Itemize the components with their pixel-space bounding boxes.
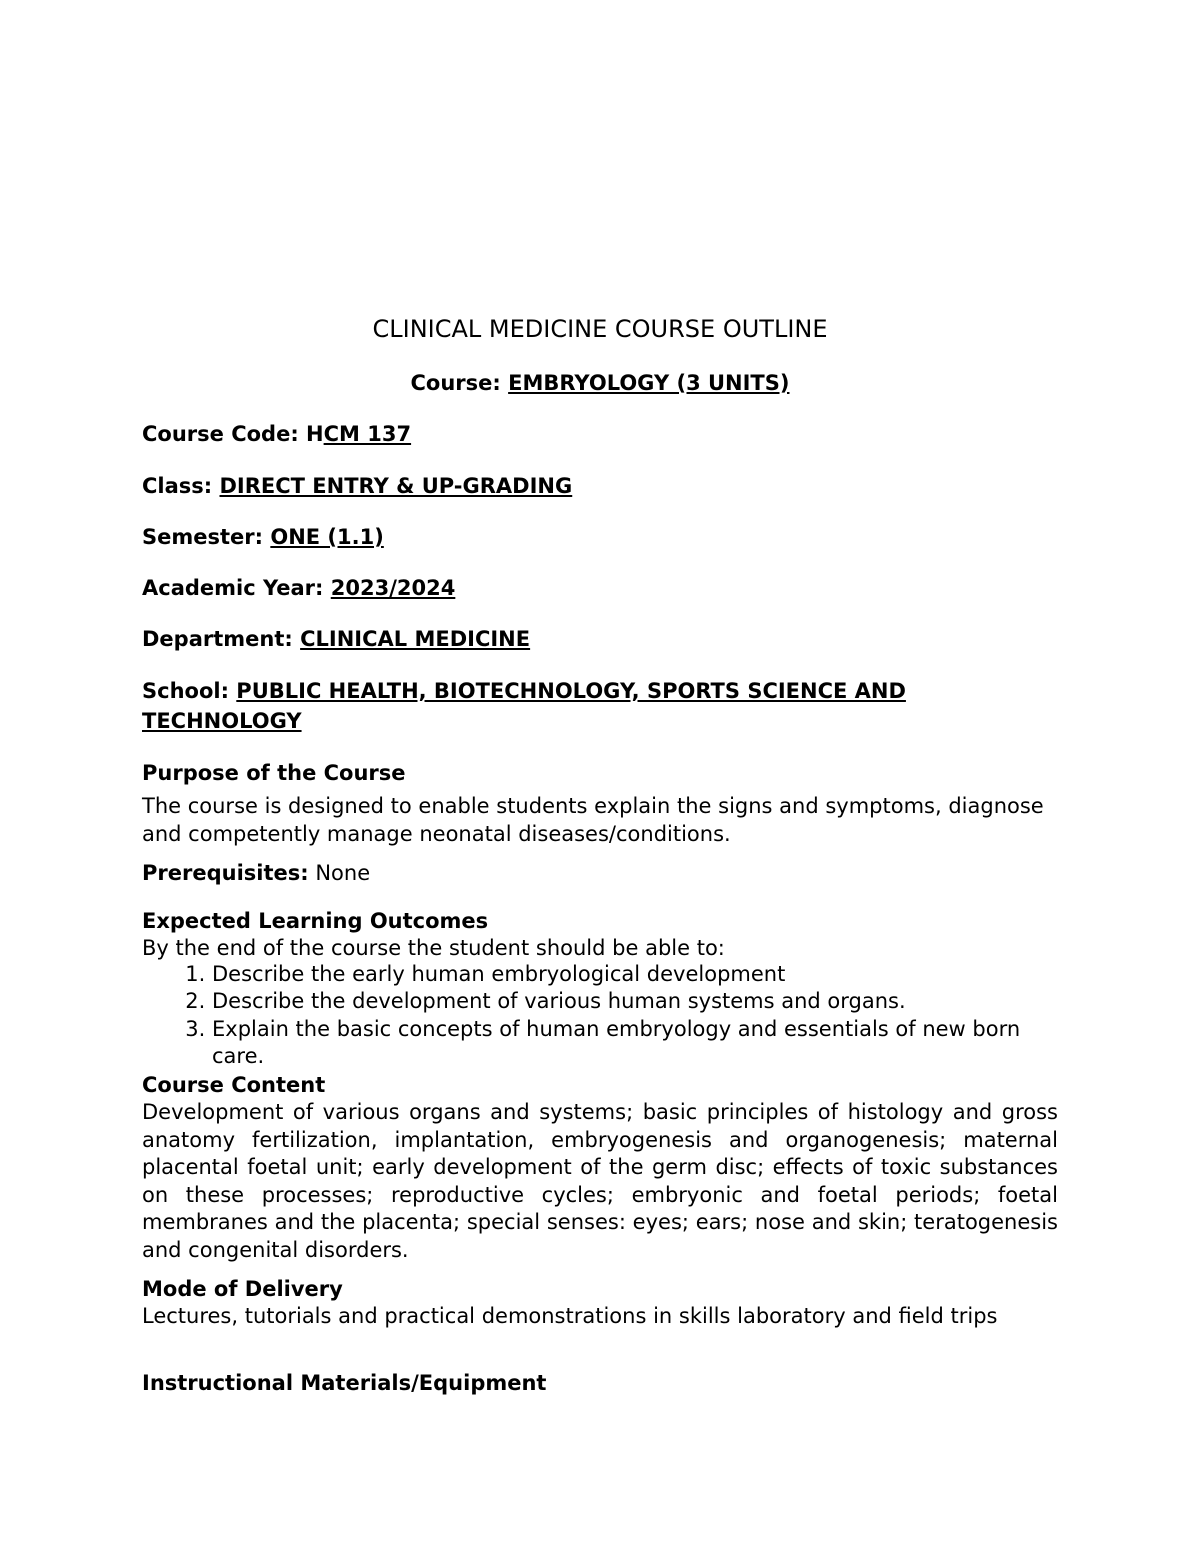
course-code-value: CM 137: [323, 422, 412, 446]
semester-field: [142, 522, 1058, 552]
list-item: 3. Explain the basic concepts of human embryology and essentials of new born care.: [212, 1016, 1058, 1071]
semester-label: Semester:: [142, 525, 271, 549]
department-field: [142, 624, 1058, 654]
course-label: Course:: [410, 371, 509, 395]
department-value: CLINICAL MEDICINE: [300, 627, 531, 651]
outcomes-heading: Expected Learning Outcomes: [142, 909, 489, 933]
list-item: 2. Describe the development of various human systems and organs.: [212, 988, 1058, 1015]
course-field: [142, 368, 1058, 398]
semester-value: ONE (1.1): [270, 525, 384, 549]
prerequisites-field: [142, 859, 1058, 887]
academic-year-field: [142, 573, 1058, 603]
course-value: EMBRYOLOGY (3 UNITS): [508, 371, 790, 395]
school-field: [142, 676, 1032, 736]
school-label: School:: [142, 679, 237, 703]
purpose-heading: Purpose of the Course: [142, 761, 406, 785]
course-code-prefix: H: [306, 422, 324, 446]
content-text: Development of various organs and systems; basic principles of histology and gross anatomy fertilization, implantation, embryogenesis and organogenesis; maternal placental foetal unit; early development of the germ disc; effects of toxic substances on these processes; reproductive cycles; embryonic and foetal periods; foetal membranes and the placenta; special senses: eyes; ears; nose and skin; teratogenesis and congenital disorders.: [142, 1100, 1058, 1262]
prerequisites-value: None: [308, 861, 371, 885]
content-heading: Course Content: [142, 1073, 326, 1097]
department-label: Department:: [142, 627, 301, 651]
class-label: Class:: [142, 474, 220, 498]
class-value: DIRECT ENTRY & UP-GRADING: [219, 474, 573, 498]
outcomes-intro: By the end of the course the student should be able to:: [142, 936, 725, 960]
prerequisites-label: Prerequisites:: [142, 861, 309, 885]
page-title: CLINICAL MEDICINE COURSE OUTLINE: [372, 315, 828, 343]
outcomes-list: [142, 961, 1058, 1070]
class-field: [142, 471, 1058, 501]
purpose-text: The course is designed to enable students explain the signs and symptoms, diagnose and competently manage neonatal diseases/conditions.: [142, 794, 1044, 846]
materials-heading: Instructional Materials/Equipment: [142, 1371, 547, 1395]
delivery-text: Lectures, tutorials and practical demonstrations in skills laboratory and field trips: [142, 1304, 998, 1328]
delivery-heading: Mode of Delivery: [142, 1277, 343, 1301]
academic-year-value: 2023/2024: [330, 576, 456, 600]
list-item: 1. Describe the early human embryological development: [212, 961, 1058, 988]
course-code-label: Course Code:: [142, 422, 307, 446]
school-value: PUBLIC HEALTH, BIOTECHNOLOGY, SPORTS SCIENCE AND TECHNOLOGY: [142, 679, 906, 733]
academic-year-label: Academic Year:: [142, 576, 331, 600]
course-code-field: [142, 419, 1058, 449]
